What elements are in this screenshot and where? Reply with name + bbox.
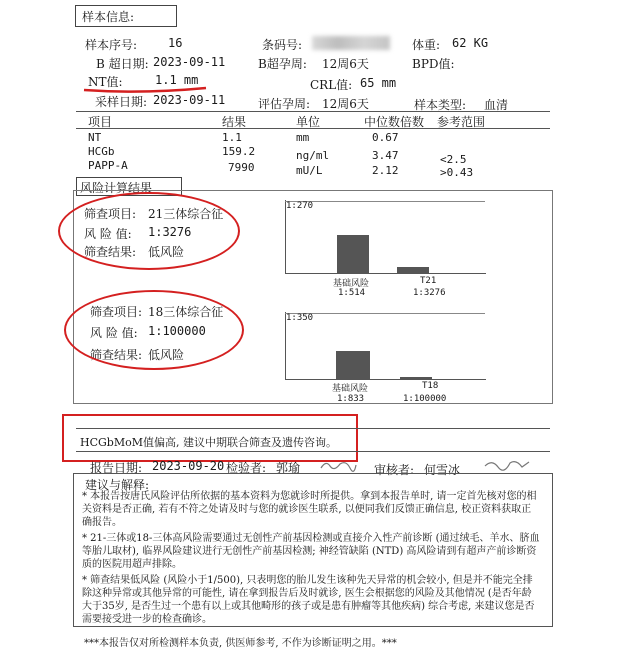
cell-item: PAPP-A (88, 159, 128, 172)
tester-label: 检验者: (226, 461, 267, 475)
sample-info-title: 样本信息: (82, 10, 135, 24)
weight-label: 体重: (412, 38, 441, 52)
eval-gest-value: 12周6天 (322, 97, 369, 111)
reviewer-value: 何雪冰 (424, 463, 461, 477)
t21-bar-ratio-baseline: 1:514 (338, 288, 366, 298)
cell-item: HCGb (88, 145, 115, 158)
nt-value: 1.1 mm (155, 73, 199, 87)
bpd-label: BPD值: (412, 57, 455, 71)
col-header-mom: 中位数倍数 (364, 115, 425, 129)
t18-bar-baseline (336, 351, 370, 379)
b-gest-label: B超孕周: (258, 57, 307, 71)
collect-value: 2023-09-11 (153, 93, 226, 107)
cell-ref: >0.43 (440, 166, 474, 179)
t18-bar-ratio-baseline: 1:833 (337, 394, 365, 404)
t21-annotation-ellipse (58, 192, 240, 270)
t18-cutoff-line (285, 313, 485, 314)
col-header-ref: 参考范围 (437, 115, 486, 129)
crl-value: 65 mm (360, 76, 397, 90)
t21-chart-axes (285, 200, 486, 274)
cell-ref: <2.5 (440, 153, 467, 166)
t21-bar-baseline (337, 235, 369, 273)
barcode-redacted (312, 36, 390, 50)
t21-cutoff-label: 1:270 (286, 201, 314, 211)
t21-bar-label-patient: T21 (420, 276, 437, 286)
t18-bar-patient (400, 377, 432, 379)
advice-paragraph-1: * 本报告按唐氏风险评估所依据的基本资料为您就诊时所提供。拿到本报告单时, 请一定首先核对您的相关资料是否正确, 若有不符之处请及时与您的就诊医生联系, 以便同我们反馈正确信息, 校正资料获取正确报告。 (82, 491, 537, 528)
t18-cutoff-label: 1:350 (286, 313, 314, 323)
barcode-label: 条码号: (262, 38, 303, 52)
t21-bar-ratio-patient: 1:3276 (413, 288, 446, 298)
cell-result: 7990 (228, 161, 255, 174)
note-text: HCGbMoM值偏高, 建议中期联合筛查及遗传咨询。 (80, 436, 337, 449)
t18-item-value: 18三体综合征 (148, 305, 224, 319)
t21-bar-label-baseline: 基础风险 (333, 279, 370, 289)
risk-section-title: 风险计算结果 (80, 181, 153, 195)
sample-type-value: 血清 (484, 98, 509, 112)
cell-mom: 2.12 (372, 164, 399, 177)
t21-risk-value: 1:3276 (148, 225, 192, 239)
t21-result-value: 低风险 (148, 245, 185, 259)
tester-value: 郭瑜 (276, 461, 301, 475)
table-header-rule (76, 128, 550, 129)
t18-bar-ratio-patient: 1:100000 (403, 394, 447, 404)
t18-risk-value: 1:100000 (148, 324, 206, 338)
nt-label: NT值: (88, 75, 123, 89)
t18-bar-label-patient: T18 (422, 381, 439, 391)
note-bottom-rule (76, 451, 550, 452)
note-top-rule (76, 428, 550, 429)
cell-result: 159.2 (222, 145, 256, 158)
sample-type-label: 样本类型: (414, 98, 467, 112)
t21-cutoff-line (285, 201, 485, 202)
t21-item-label: 筛查项目: (84, 207, 137, 221)
table-top-rule (76, 111, 550, 112)
cell-unit: ng/ml (296, 149, 330, 162)
b-gest-value: 12周6天 (322, 57, 369, 71)
disclaimer: ***本报告仅对所检测样本负责, 供医师参考, 不作为诊断证明之用。*** (84, 638, 397, 649)
t21-item-value: 21三体综合征 (148, 207, 224, 221)
cell-mom: 0.67 (372, 131, 399, 144)
crl-label: CRL值: (310, 78, 353, 92)
t18-result-value: 低风险 (148, 348, 185, 362)
cell-unit: mU/L (296, 164, 323, 177)
eval-gest-label: 评估孕周: (258, 97, 311, 111)
t21-bar-patient (397, 267, 429, 273)
t21-result-label: 筛查结果: (84, 245, 137, 259)
b-date-value: 2023-09-11 (153, 55, 226, 69)
cell-mom: 3.47 (372, 149, 399, 162)
b-date-label: B 超日期: (96, 57, 149, 71)
cell-result: 1.1 (222, 131, 242, 144)
t18-annotation-ellipse (64, 290, 244, 370)
report-date-value: 2023-09-20 (152, 459, 225, 473)
t18-risk-label: 风 险 值: (90, 326, 138, 340)
reviewer-signature (482, 456, 532, 474)
cell-unit: mm (296, 131, 310, 144)
col-header-item: 项目 (88, 115, 113, 129)
t18-chart-axes (285, 312, 486, 380)
t21-risk-label: 风 险 值: (84, 227, 132, 241)
reviewer-label: 审核者: (374, 463, 415, 477)
cell-item: NT (88, 131, 102, 144)
collect-label: 采样日期: (95, 95, 148, 109)
serial-label: 样本序号: (85, 38, 138, 52)
t18-result-label: 筛查结果: (90, 348, 143, 362)
advice-paragraph-2: * 21-三体或18-三体高风险需要通过无创性产前基因检测或直接介入性产前诊断 (通过绒毛、羊水、脐血等胎儿取材), 临界风险建议进行无创性产前基因检测; 神经管缺陷 (NTD) 高风险请到有超声产前诊断资质的医院用超声排除。 (82, 533, 540, 570)
serial-value: 16 (168, 36, 183, 50)
col-header-result: 结果 (222, 115, 247, 129)
col-header-unit: 单位 (296, 115, 321, 129)
t18-bar-label-baseline: 基础风险 (332, 384, 369, 394)
t18-item-label: 筛查项目: (90, 305, 143, 319)
advice-paragraph-3: * 筛查结果低风险 (风险小于1/500), 只表明您的胎儿发生该种先天异常的机会较小, 但是并不能完全排除这种异常或其他异常的可能性, 请在拿到报告后及时就诊, 医生会根据您的风险及其他情况 (是否年龄大于35岁, 是否生过一个患有以上或其他畸形的孩子或是患有肿瘤等其他疾病) 综合考虑, 来建议您是否需要接受进一步的检查确诊。 (82, 575, 535, 625)
advice-title: 建议与解释: (85, 478, 150, 492)
tester-signature (318, 456, 358, 474)
weight-value: 62 KG (452, 36, 489, 50)
report-date-label: 报告日期: (90, 461, 143, 475)
